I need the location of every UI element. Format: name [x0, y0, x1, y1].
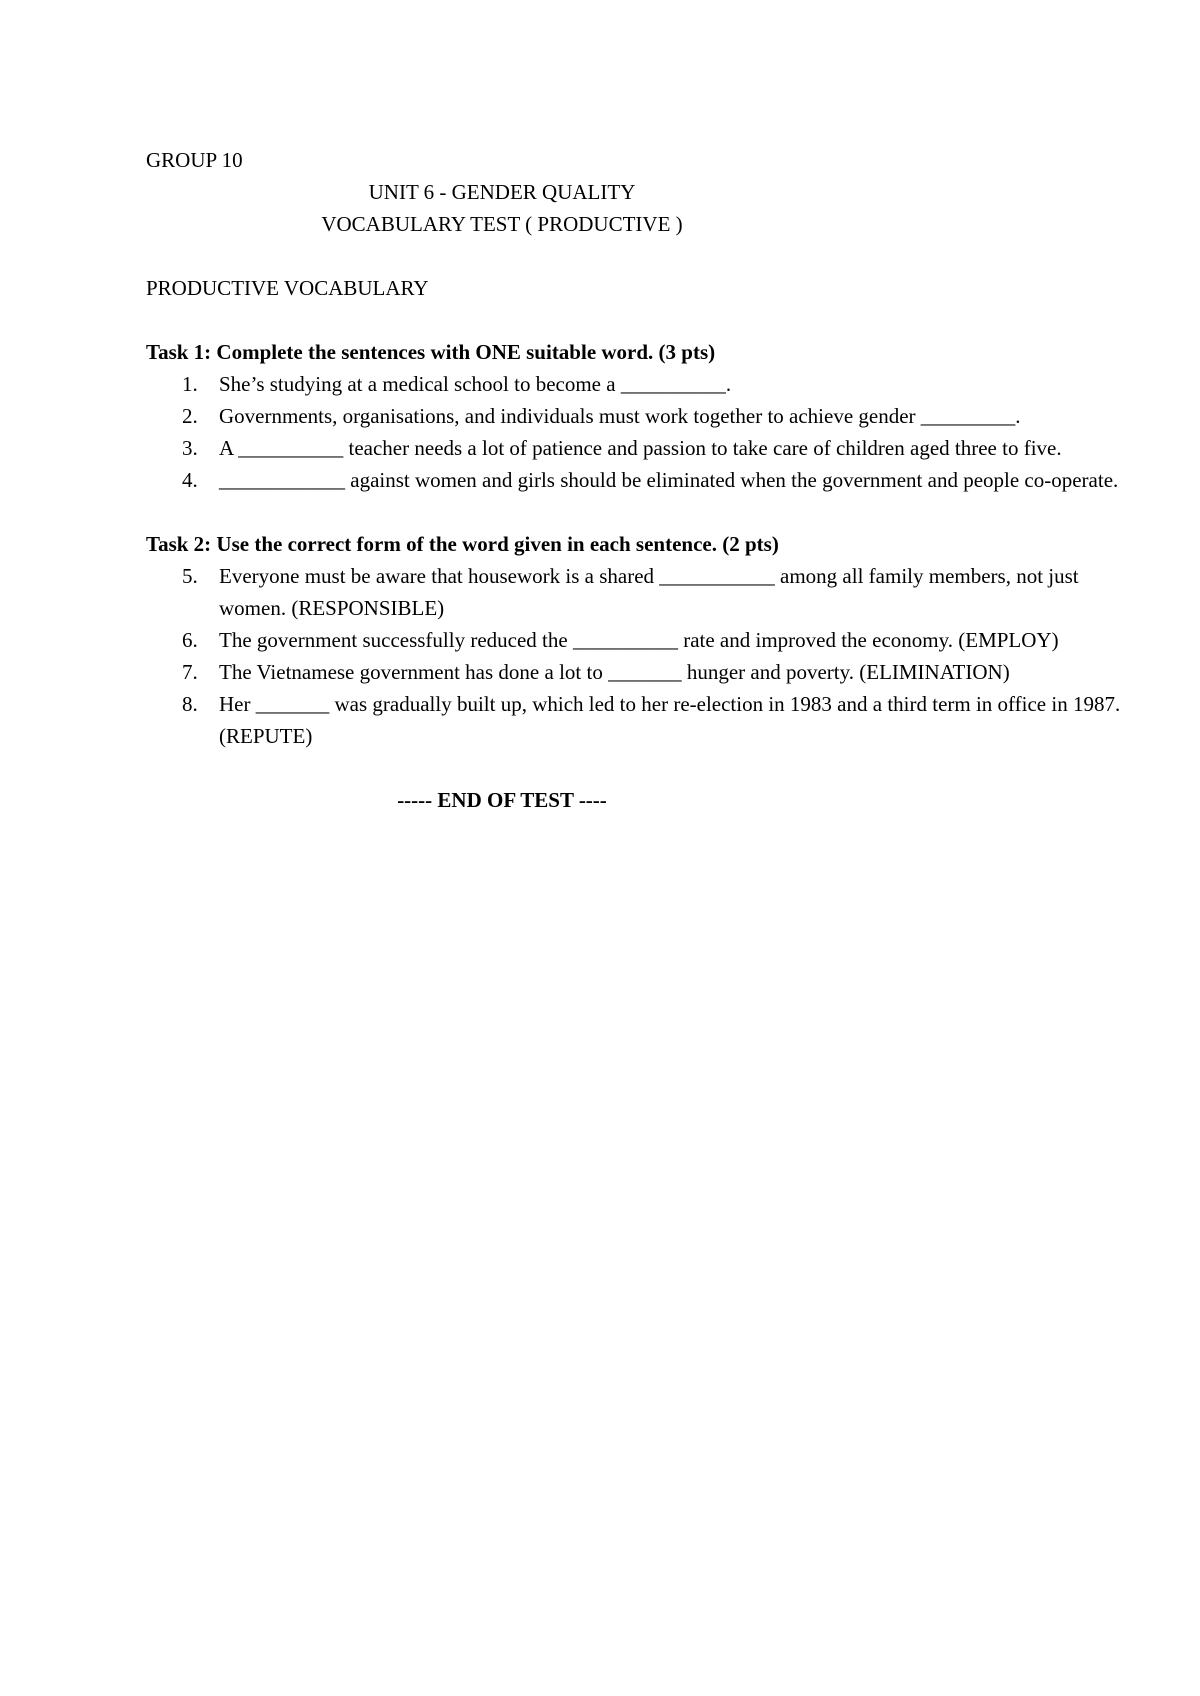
question-number: 2. [182, 404, 198, 428]
task2-list [146, 560, 1146, 752]
title-block [2, 176, 1146, 240]
spacer [146, 240, 1146, 272]
question-item [146, 400, 1139, 432]
question-text: The government successfully reduced the __________ rate and improved the economy. (EMPLOY) [219, 628, 1059, 652]
question-item [146, 624, 1139, 656]
question-number: 5. [182, 564, 198, 588]
question-text: Her _______ was gradually built up, which led to her re-election in 1983 and a third term in office in 1987. (REPUTE) [219, 692, 1121, 748]
task1-list [146, 368, 1146, 496]
question-number: 6. [182, 628, 198, 652]
question-item [146, 368, 1139, 400]
test-title: VOCABULARY TEST ( PRODUCTIVE ) [321, 212, 683, 236]
question-item [146, 432, 1139, 464]
question-text: Governments, organisations, and individuals must work together to achieve gender _________. [219, 404, 1021, 428]
question-item [146, 656, 1139, 688]
document-page [146, 144, 1146, 837]
question-text: Everyone must be aware that housework is a shared ___________ among all family members, not just women. (RESPONSIBLE) [219, 564, 1079, 620]
question-item [146, 464, 1139, 496]
unit-title: UNIT 6 - GENDER QUALITY [368, 180, 636, 204]
question-number: 8. [182, 692, 198, 716]
question-number: 7. [182, 660, 198, 684]
section-title: PRODUCTIVE VOCABULARY [146, 276, 429, 300]
question-number: 1. [182, 372, 198, 396]
question-text: The Vietnamese government has done a lot to _______ hunger and poverty. (ELIMINATION) [219, 660, 1010, 684]
question-text: ____________ against women and girls should be eliminated when the government and people co-operate. [219, 468, 1119, 492]
question-item [146, 688, 1139, 752]
end-of-test: ----- END OF TEST ---- [397, 788, 607, 812]
question-text: She’s studying at a medical school to become a __________. [219, 372, 732, 396]
task2-heading: Task 2: Use the correct form of the word given in each sentence. (2 pts) [146, 532, 779, 556]
question-number: 4. [182, 468, 198, 492]
question-text: A __________ teacher needs a lot of patience and passion to take care of children aged three to five. [219, 436, 1062, 460]
group-label: GROUP 10 [146, 148, 243, 172]
question-number: 3. [182, 436, 198, 460]
task1-heading: Task 1: Complete the sentences with ONE suitable word. (3 pts) [146, 340, 716, 364]
spacer [146, 304, 1146, 336]
spacer [146, 496, 1146, 528]
spacer [146, 752, 1146, 784]
question-item [146, 560, 1139, 624]
